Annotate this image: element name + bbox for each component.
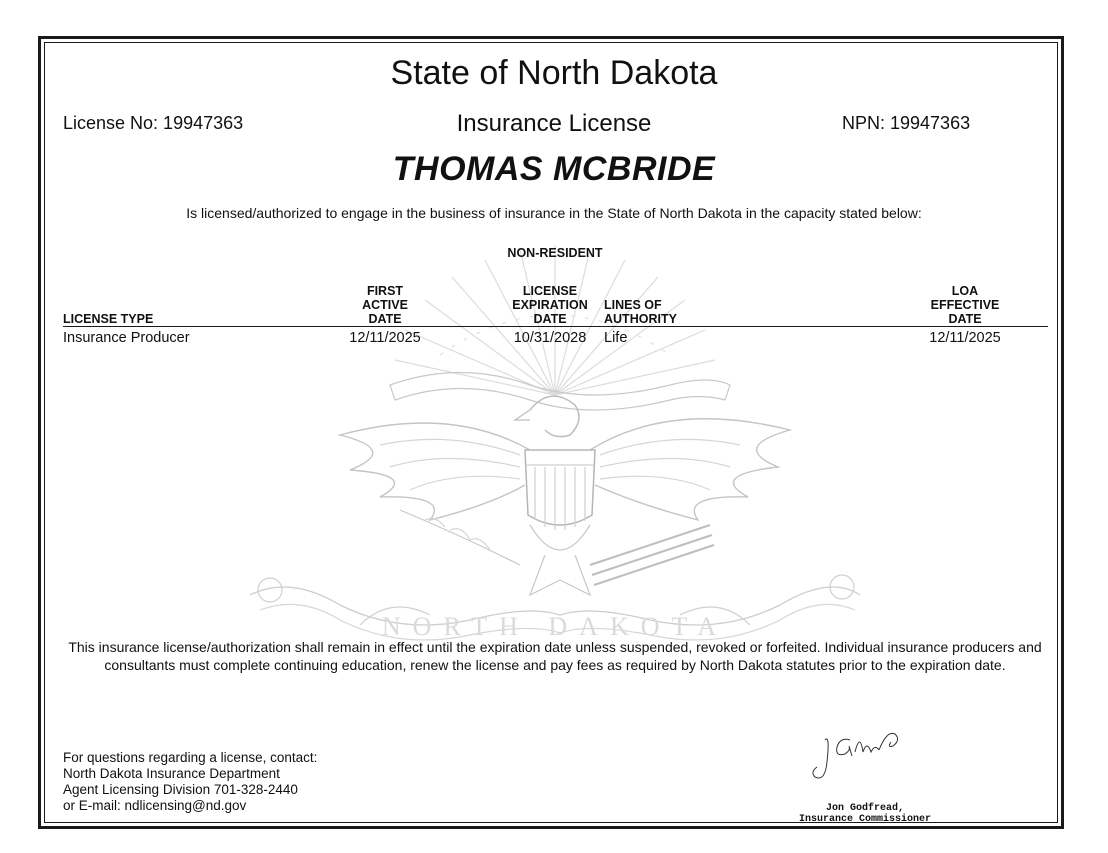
header-first-active-date [330,284,440,326]
contact-line-4: or E-mail: ndlicensing@nd.gov [63,798,247,813]
header-expiration-line2: EXPIRATION [512,298,588,312]
non-resident-header: NON-RESIDENT [507,246,603,260]
header-lines-line2: AUTHORITY [604,312,677,326]
contact-block [63,750,317,814]
header-license-expiration-date [490,284,610,326]
header-loa-line2: EFFECTIVE [930,298,1000,312]
contact-line-2: North Dakota Insurance Department [63,766,280,781]
npn-number: NPN: 19947363 [842,113,971,133]
header-lines-of-authority [604,298,677,326]
license-holder-name: THOMAS MCBRIDE [392,150,716,188]
header-expiration-line1: LICENSE [522,284,578,298]
contact-line-3: Agent Licensing Division 701-328-2440 [63,782,298,797]
contact-line-1: For questions regarding a license, contact: [63,750,318,765]
cell-loa-effective-date: 12/11/2025 [929,330,1001,346]
cell-lines-of-authority: Life [604,330,628,346]
header-loa-line1: LOA [951,284,979,298]
header-lines-line1: LINES OF [604,298,662,312]
header-first-active-line2: ACTIVE [362,298,408,312]
seal-banner-text: NORTH DAKOTA [381,612,729,641]
license-title: Insurance License [456,110,652,137]
header-expiration-line3: DATE [533,312,567,326]
header-first-active-line1: FIRST [366,284,404,298]
cell-license-type: Insurance Producer [63,330,190,346]
signer-name: Jon Godfread, [825,803,904,814]
commissioner-signature-icon [805,722,905,792]
header-loa-line3: DATE [948,312,982,326]
intro-statement: Is licensed/authorized to engage in the business of insurance in the State of North Dakota in the capacity stated below: [186,205,922,221]
state-title: State of North Dakota [390,54,718,92]
table-header-rule [63,326,1048,327]
commissioner-name-block [735,803,995,825]
header-first-active-line3: DATE [368,312,402,326]
signer-title: Insurance Commissioner [798,814,932,825]
header-loa-effective-date [910,284,1020,326]
cell-first-active-date: 12/11/2025 [349,330,421,346]
license-number: License No: 19947363 [63,113,244,133]
cell-expiration-date: 10/31/2028 [513,330,587,346]
validity-statement: This insurance license/authorization shall remain in effect until the expiration date unless suspended, revoked or forfeited. Individual insurance producers and consultants must complete continuing education, renew the license and pay fees as required by North Dakota statutes prior to the expiration date. [68,639,1042,673]
header-license-type: LICENSE TYPE [63,312,154,326]
